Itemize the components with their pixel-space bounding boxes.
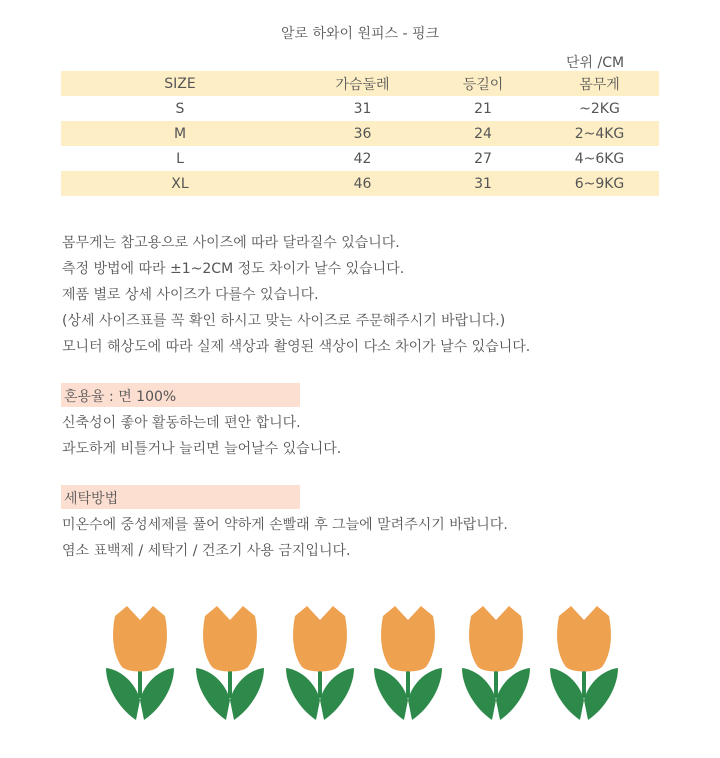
table-cell: 2~4KG xyxy=(540,121,659,146)
table-cell: 31 xyxy=(353,100,372,117)
table-cell: 31 xyxy=(426,171,540,196)
tulip-icon xyxy=(106,606,174,720)
table-row xyxy=(61,96,659,121)
table-cell: ~2KG xyxy=(579,100,620,117)
table-cell: 6~9KG xyxy=(540,171,659,196)
washing-line: 미온수에 중성세제를 풀어 약하게 손빨래 후 그늘에 말려주시기 바랍니다. xyxy=(62,517,508,533)
size-table xyxy=(61,71,659,196)
washing-heading: 세탁방법 xyxy=(64,491,119,507)
tulip-icon xyxy=(462,606,530,720)
table-cell: 42 xyxy=(353,150,372,167)
tulip-icon xyxy=(196,606,264,720)
size-note-line: 측정 방법에 따라 ±1~2CM 정도 차이가 날수 있습니다. xyxy=(62,261,405,277)
table-cell: 36 xyxy=(299,121,426,146)
table-header-row xyxy=(61,71,659,96)
size-note-line: 제품 별로 상세 사이즈가 다를수 있습니다. xyxy=(62,287,319,303)
page-title: 알로 하와이 원피스 - 핑크 xyxy=(280,26,440,42)
unit-label: 단위 /CM xyxy=(566,55,625,71)
table-cell: 4~6KG xyxy=(574,150,625,167)
table-cell: L xyxy=(176,150,184,167)
size-note-line: 모니터 해상도에 따라 실제 색상과 촬영된 색상이 다소 차이가 날수 있습니다. xyxy=(62,339,531,355)
material-line: 과도하게 비틀거나 늘리면 늘어날수 있습니다. xyxy=(62,441,342,457)
tulip-icon xyxy=(374,606,442,720)
table-header-cell: 등길이 xyxy=(426,71,540,96)
size-note-line: 몸무게는 참고용으로 사이즈에 따라 달라질수 있습니다. xyxy=(62,235,400,251)
table-header-cell: 몸무게 xyxy=(540,71,659,96)
size-note-line: (상세 사이즈표를 꼭 확인 하시고 맞는 사이즈로 주문해주시기 바랍니다.) xyxy=(62,313,506,329)
tulip-decoration xyxy=(0,595,720,735)
tulip-icon xyxy=(550,606,618,720)
table-row xyxy=(61,171,659,196)
table-header-cell: 가슴둘레 xyxy=(299,71,426,96)
table-cell: M xyxy=(61,121,299,146)
material-heading: 혼용율 : 면 100% xyxy=(64,389,177,405)
table-row xyxy=(61,146,659,171)
table-row xyxy=(61,121,659,146)
table-cell: 46 xyxy=(299,171,426,196)
table-cell: S xyxy=(175,100,185,117)
table-cell: 24 xyxy=(426,121,540,146)
table-header-cell: SIZE xyxy=(61,71,299,96)
material-line: 신축성이 좋아 활동하는데 편안 합니다. xyxy=(62,415,301,431)
table-cell: 27 xyxy=(474,150,492,167)
table-cell: XL xyxy=(61,171,299,196)
washing-line: 염소 표백제 / 세탁기 / 건조기 사용 금지입니다. xyxy=(62,543,351,559)
tulip-icon xyxy=(286,606,354,720)
table-cell: 21 xyxy=(474,100,492,117)
